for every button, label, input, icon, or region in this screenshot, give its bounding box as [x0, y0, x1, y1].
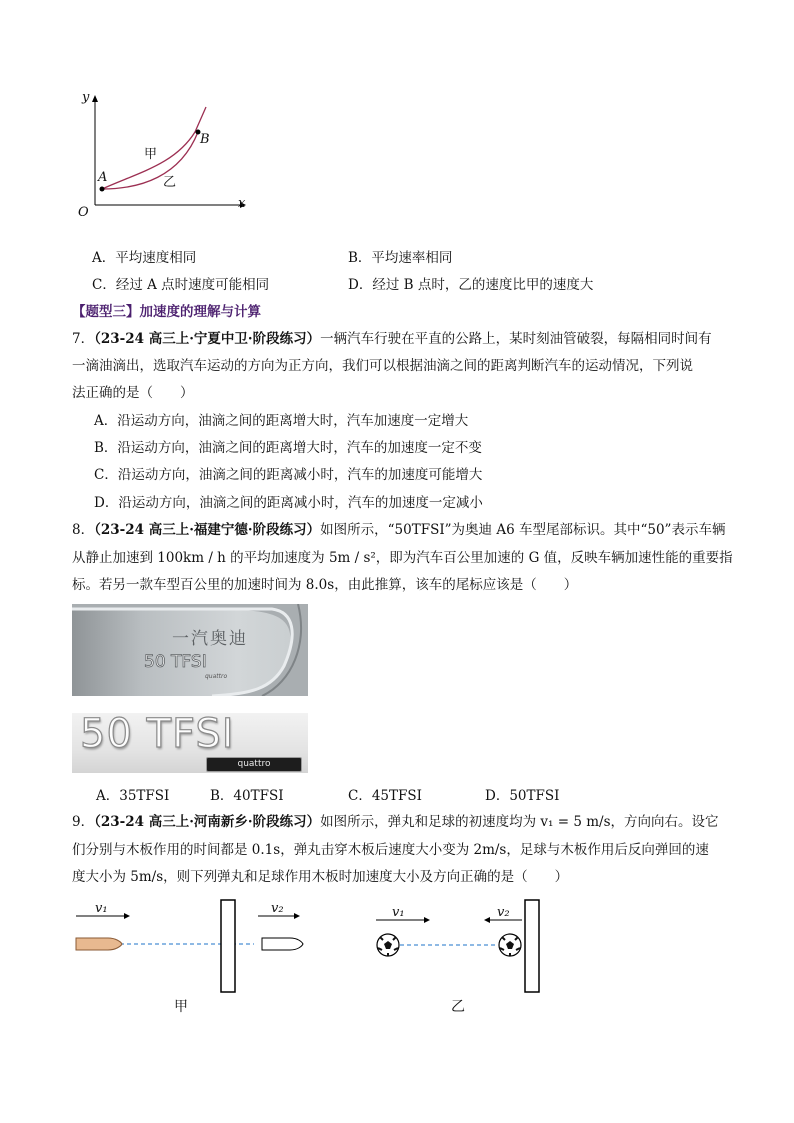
- q7-option-c: C．沿运动方向，油滴之间的距离减小时，汽车的加速度可能增大: [94, 467, 483, 483]
- q9-text-1: 如图所示，弹丸和足球的初速度均为 v₁ = 5 m/s，方向向右。设它: [320, 814, 719, 830]
- point-b-label: B: [200, 132, 210, 147]
- q7-text-1: 一辆汽车行驶在平直的公路上，某时刻油管破裂，每隔相同时间有: [320, 331, 712, 347]
- football-v1-label: v₁: [392, 905, 405, 920]
- q6-option-b: B．平均速率相同: [348, 250, 453, 266]
- badge-closeup-photo: [72, 713, 308, 773]
- badge-small-quattro: quattro: [205, 673, 228, 680]
- q9-line2: 们分别与木板作用的时间都是 0.1s，弹丸击穿木板后速度大小变为 2m/s，足球与木板作用后反向弹回的速: [72, 842, 709, 858]
- car-panel-curve: [72, 604, 308, 696]
- q6-option-d: D．经过 B 点时，乙的速度比甲的速度大: [348, 277, 594, 293]
- q9-line3: 度大小为 5m/s，则下列弹丸和足球作用木板时加速度大小及方向正确的是（ ）: [72, 869, 569, 885]
- y-axis-label: y: [82, 90, 90, 105]
- badge-large: 50 TFSI: [80, 713, 235, 757]
- q7-option-b: B．沿运动方向，油滴之间的距离增大时，汽车的加速度一定不变: [94, 440, 482, 456]
- q7-number: 7．: [72, 331, 95, 347]
- football-v2-label: v₂: [497, 905, 510, 920]
- q7-line3: 法正确的是（ ）: [72, 385, 194, 401]
- q8-option-c: C．45TFSI: [348, 788, 422, 804]
- q8-line1: [72, 520, 725, 540]
- q8-source: （23-24 高三上·福建宁德·阶段练习）: [94, 522, 321, 538]
- q9-line1: [72, 812, 719, 832]
- q8-option-b: B．40TFSI: [210, 788, 284, 804]
- q7-line2: 一滴油滴出，选取汽车运动的方向为正方向，我们可以根据油滴之间的距离判断汽车的运动情况，下列说: [72, 358, 693, 374]
- origin-label: O: [78, 205, 89, 220]
- curve-jia-label: 甲: [144, 147, 158, 162]
- q8-number: 8．: [72, 522, 95, 538]
- q6-option-c: C．经过 A 点时速度可能相同: [92, 277, 270, 293]
- x-axis-label: x: [238, 196, 246, 211]
- q9-number: 9．: [72, 814, 95, 830]
- q8-line2: 从静止加速到 100km / h 的平均加速度为 5m / s²，即为汽车百公里加速的 G 值，反映车辆加速性能的重要指: [72, 550, 733, 566]
- q7-option-a: A．沿运动方向，油滴之间的距离增大时，汽车加速度一定增大: [94, 413, 469, 429]
- q8-text-1: 如图所示，“50TFSI”为奥迪 A6 车型尾部标识。其中“50”表示车辆: [320, 522, 726, 538]
- figure-jia-label: 甲: [174, 999, 188, 1015]
- q8-line3: 标。若另一款车型百公里的加速时间为 8.0s，由此推算，该车的尾标应该是（ ）: [72, 577, 578, 593]
- q9-source: （23-24 高三上·河南新乡·阶段练习）: [94, 814, 321, 830]
- football-left-icon: [377, 934, 399, 956]
- football-right-icon: [499, 934, 521, 956]
- q8-option-a: A．35TFSI: [96, 788, 170, 804]
- q7-source: （23-24 高三上·宁夏中卫·阶段练习）: [94, 331, 321, 347]
- figure-yi-label: 乙: [451, 999, 465, 1015]
- bullet-v1-label: v₁: [95, 901, 108, 916]
- curve-yi-label: 乙: [163, 175, 177, 190]
- position-time-graph: [70, 92, 250, 222]
- q6-option-a: A．平均速度相同: [92, 250, 197, 266]
- badge-small: 50 TFSI: [144, 652, 207, 672]
- q7-option-d: D．沿运动方向，油滴之间的距离减小时，汽车的加速度一定减小: [94, 495, 483, 511]
- car-badge-photo: [72, 604, 308, 696]
- point-a-label: A: [98, 170, 108, 185]
- badge-quattro: quattro: [206, 757, 302, 772]
- q7-line1: [72, 329, 712, 349]
- q8-option-d: D．50TFSI: [485, 788, 560, 804]
- bullet-v2-label: v₂: [271, 901, 284, 916]
- section-heading: 【题型三】加速度的理解与计算: [72, 304, 261, 320]
- badge-brand: 一汽奥迪: [172, 629, 248, 649]
